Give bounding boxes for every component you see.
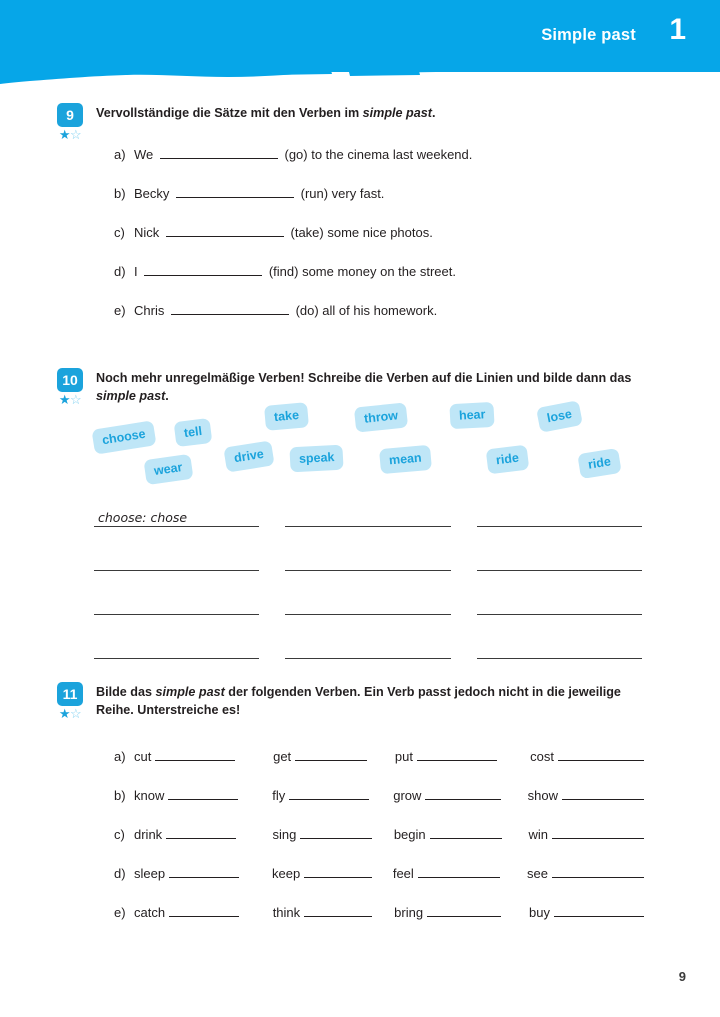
verb-answer-blank[interactable] xyxy=(155,749,235,761)
exercise-11-instruction-emphasis: simple past xyxy=(155,685,225,699)
verb-answer-blank[interactable] xyxy=(554,905,644,917)
answer-line-row xyxy=(94,505,642,527)
writing-line[interactable] xyxy=(477,549,642,571)
answer-line-row xyxy=(94,549,642,571)
verb-cell xyxy=(272,866,393,881)
exercise-10-instruction xyxy=(96,370,644,406)
exercise-10-instruction-pre: Noch mehr unregelmäßige Verben! Schreibe die Verben auf die Linien und bilde dann das xyxy=(96,371,632,385)
exercise-9-badge-column xyxy=(53,103,87,141)
sentence-item xyxy=(114,186,654,200)
verb-word[interactable]: keep xyxy=(271,866,301,881)
verb-word[interactable]: see xyxy=(527,866,548,881)
star-filled-icon: ★ xyxy=(58,392,70,407)
word-bubble[interactable]: hear xyxy=(449,402,495,429)
verb-word[interactable]: begin xyxy=(393,827,426,842)
exercise-11-badge-column xyxy=(53,682,87,720)
sentence-item xyxy=(114,147,654,161)
word-bubble[interactable]: wear xyxy=(143,454,193,485)
word-bubble[interactable]: choose xyxy=(91,420,156,454)
word-bubble[interactable]: drive xyxy=(223,440,274,472)
verb-row-label: a) xyxy=(114,749,126,764)
verb-answer-blank[interactable] xyxy=(300,827,372,839)
verb-cell xyxy=(395,749,530,764)
verb-word[interactable]: catch xyxy=(134,905,166,920)
verb-word[interactable]: grow xyxy=(393,788,422,803)
answer-blank[interactable] xyxy=(160,147,278,159)
verb-cell xyxy=(530,749,644,764)
verb-word[interactable]: know xyxy=(134,788,165,803)
chapter-number: 1 xyxy=(669,13,686,46)
verb-cell xyxy=(134,827,273,842)
verb-answer-blank[interactable] xyxy=(169,866,239,878)
verb-word[interactable]: think xyxy=(272,905,301,920)
exercise-9-instruction xyxy=(96,105,644,123)
writing-line[interactable] xyxy=(285,637,450,659)
answer-blank[interactable] xyxy=(166,225,284,237)
exercise-9-items xyxy=(114,147,654,342)
verb-row-label: e) xyxy=(114,905,126,920)
exercise-11-difficulty-stars xyxy=(53,707,87,720)
item-label: c) xyxy=(114,225,125,240)
exercise-9-difficulty-stars xyxy=(53,128,87,141)
verb-word[interactable]: cost xyxy=(530,749,555,764)
verb-cell xyxy=(528,827,644,842)
verb-word[interactable]: get xyxy=(273,749,292,764)
exercise-11-instruction-post: der folgenden Verben. Ein Verb passt jedoch nicht in die jeweilige Reihe. Unterstreiche es! xyxy=(96,685,621,717)
page-number: 9 xyxy=(678,969,686,984)
verb-cell xyxy=(273,827,394,842)
verb-answer-blank[interactable] xyxy=(304,866,372,878)
verb-row xyxy=(114,788,644,803)
verb-row xyxy=(114,866,644,881)
verb-cell xyxy=(273,749,395,764)
exercise-10-number-badge: 10 xyxy=(57,368,83,392)
exercise-10-difficulty-stars xyxy=(53,393,87,406)
verb-word[interactable]: win xyxy=(528,827,548,842)
verb-answer-blank[interactable] xyxy=(418,866,500,878)
writing-line[interactable] xyxy=(285,549,450,571)
verb-answer-blank[interactable] xyxy=(562,788,644,800)
chapter-title: Simple past xyxy=(541,26,636,44)
verb-word[interactable]: drink xyxy=(134,827,163,842)
verb-row xyxy=(114,749,644,764)
item-label: a) xyxy=(114,147,126,162)
item-text-before: We xyxy=(134,147,157,162)
verb-cell xyxy=(134,905,273,920)
item-text-after: (run) very fast. xyxy=(297,186,385,201)
item-label: e) xyxy=(114,303,126,318)
answer-blank[interactable] xyxy=(176,186,294,198)
word-bubble[interactable]: ride xyxy=(486,445,530,475)
verb-word[interactable]: put xyxy=(394,749,413,764)
exercise-9-instruction-emphasis: simple past xyxy=(362,106,432,120)
verb-answer-blank[interactable] xyxy=(427,905,501,917)
handwritten-answer: choose: chose xyxy=(98,510,188,525)
verb-answer-blank[interactable] xyxy=(166,827,236,839)
item-text-before: Nick xyxy=(134,225,163,240)
verb-row-label: d) xyxy=(114,866,126,881)
verb-answer-blank[interactable] xyxy=(417,749,497,761)
brush-stroke-decoration xyxy=(0,52,720,88)
word-bubble[interactable]: mean xyxy=(379,445,432,474)
item-text-before: I xyxy=(134,264,142,279)
item-label: b) xyxy=(114,186,126,201)
verb-word[interactable]: buy xyxy=(529,905,550,920)
verb-cell xyxy=(393,788,527,803)
exercise-11-number-badge: 11 xyxy=(57,682,83,706)
item-text-before: Chris xyxy=(134,303,168,318)
item-text-after: (go) to the cinema last weekend. xyxy=(280,147,473,162)
word-bubble[interactable]: throw xyxy=(354,402,408,432)
word-bubble[interactable]: take xyxy=(264,402,309,431)
word-bubble[interactable]: ride xyxy=(577,448,621,479)
verb-answer-blank[interactable] xyxy=(558,749,644,761)
exercise-10-badge-column xyxy=(53,368,87,406)
verb-answer-blank[interactable] xyxy=(289,788,369,800)
exercise-9-instruction-pre: Vervollständige die Sätze mit den Verben im xyxy=(96,106,363,120)
writing-line[interactable] xyxy=(477,637,642,659)
verb-cell xyxy=(393,866,527,881)
item-text-before: Becky xyxy=(134,186,174,201)
verb-cell xyxy=(394,827,529,842)
word-bubble[interactable]: speak xyxy=(289,445,344,473)
verb-cell xyxy=(272,788,393,803)
verb-cell xyxy=(529,905,644,920)
answer-blank[interactable] xyxy=(144,264,262,276)
star-outline-icon: ☆ xyxy=(70,392,82,407)
item-text-after: (do) all of his homework. xyxy=(291,303,438,318)
word-bubble[interactable]: tell xyxy=(174,418,213,447)
verb-word[interactable]: cut xyxy=(134,749,152,764)
writing-line[interactable] xyxy=(94,549,259,571)
star-outline-icon: ☆ xyxy=(70,127,82,142)
sentence-item xyxy=(114,264,654,278)
sentence-item xyxy=(114,225,654,239)
verb-cell xyxy=(134,866,272,881)
verb-answer-blank[interactable] xyxy=(169,905,239,917)
answer-line-row xyxy=(94,593,642,615)
exercise-11-instruction xyxy=(96,684,644,720)
verb-cell xyxy=(134,749,273,764)
verb-word[interactable]: sleep xyxy=(134,866,166,881)
verb-cell xyxy=(394,905,529,920)
verb-cell xyxy=(528,788,644,803)
writing-line[interactable] xyxy=(94,505,259,527)
verb-row xyxy=(114,827,644,842)
verb-answer-blank[interactable] xyxy=(552,866,644,878)
item-text-after: (find) some money on the street. xyxy=(265,264,456,279)
exercise-10-instruction-post: . xyxy=(165,388,169,403)
exercise-10-instruction-emphasis: simple past xyxy=(96,388,166,403)
answer-line-row xyxy=(94,637,642,659)
verb-cell xyxy=(527,866,644,881)
exercise-9-instruction-post: . xyxy=(431,106,436,120)
verb-answer-blank[interactable] xyxy=(295,749,367,761)
verb-answer-blank[interactable] xyxy=(168,788,238,800)
exercise-9-number-badge: 9 xyxy=(57,103,83,127)
verb-word[interactable]: sing xyxy=(272,827,297,842)
writing-line[interactable] xyxy=(285,505,450,527)
verb-cell xyxy=(273,905,394,920)
item-label: d) xyxy=(114,264,126,279)
sentence-item xyxy=(114,303,654,317)
exercise-11-verb-table xyxy=(114,749,644,944)
answer-blank[interactable] xyxy=(171,303,289,315)
verb-row-label: b) xyxy=(114,788,126,803)
verb-answer-blank[interactable] xyxy=(304,905,372,917)
exercise-11-instruction-pre: Bilde das xyxy=(96,685,156,699)
verb-word[interactable]: feel xyxy=(392,866,414,881)
verb-word[interactable]: bring xyxy=(394,905,424,920)
writing-line[interactable] xyxy=(94,637,259,659)
verb-answer-blank[interactable] xyxy=(552,827,644,839)
star-outline-icon: ☆ xyxy=(70,706,82,721)
verb-answer-blank[interactable] xyxy=(430,827,502,839)
verb-answer-blank[interactable] xyxy=(425,788,501,800)
writing-line[interactable] xyxy=(477,505,642,527)
word-bubble[interactable]: lose xyxy=(536,400,583,433)
verb-word[interactable]: show xyxy=(527,788,558,803)
star-filled-icon: ★ xyxy=(58,706,70,721)
writing-line[interactable] xyxy=(477,593,642,615)
verb-row-label: c) xyxy=(114,827,125,842)
item-text-after: (take) some nice photos. xyxy=(286,225,433,240)
star-filled-icon: ★ xyxy=(58,127,70,142)
exercise-10-answer-lines xyxy=(94,505,642,681)
verb-cell xyxy=(134,788,272,803)
writing-line[interactable] xyxy=(94,593,259,615)
verb-row xyxy=(114,905,644,920)
writing-line[interactable] xyxy=(285,593,450,615)
verb-word[interactable]: fly xyxy=(272,788,286,803)
